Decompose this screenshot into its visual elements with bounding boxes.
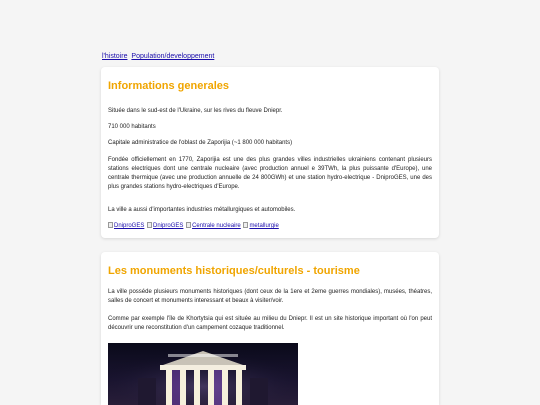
nav-link-histoire[interactable]: l'histoire xyxy=(102,53,128,60)
nav-link-population[interactable]: Population/developpement xyxy=(131,53,215,60)
image-links xyxy=(108,222,280,230)
broken-image-icon xyxy=(108,222,113,228)
paragraph-khortytsia: Comme par exemple l'île de Khortytsia qui est située au milieu du Dniepr. Il est un site historique important où l'on peut découvrir une reconstitution d'un campement cozaque traditionnel. xyxy=(108,316,432,331)
image-link-centrale-nucleaire[interactable] xyxy=(186,223,241,229)
paragraph-monuments: La ville posséde plusieurs monuments historiques (dont ceux de la 1ere et 2eme guerres mondiales), musées, théatres, salles de concert et monuments interessant et beaux à visiter/voir. xyxy=(108,289,432,304)
section-informations-generales xyxy=(101,67,439,238)
image-link-dniproges-1[interactable] xyxy=(108,223,144,229)
broken-image-icon xyxy=(243,222,248,228)
image-link-label: metallurgie xyxy=(249,223,279,229)
paragraph-industry: La ville a aussi d'importantes industries métallurgiques et automobiles. xyxy=(108,207,296,213)
section-title: Informations generales xyxy=(108,80,230,92)
image-link-metallurgie[interactable] xyxy=(243,223,278,229)
paragraph-capital: Capitale administratice de l'oblast de Zaporijia (~1 800 000 habitants) xyxy=(108,140,293,146)
paragraph-location: Située dans le sud-est de l'Ukraine, sur les rives du fleuve Dniepr. xyxy=(108,108,283,114)
paragraph-population: 710 000 habitants xyxy=(108,124,156,130)
broken-image-icon xyxy=(186,222,191,228)
image-link-label: DniproGES xyxy=(114,223,145,229)
section-title: Les monuments historiques/culturels - tourisme xyxy=(108,265,360,277)
section-monuments xyxy=(101,252,439,405)
image-link-dniproges-2[interactable] xyxy=(147,223,183,229)
image-link-label: Centrale nucleaire xyxy=(192,223,241,229)
image-link-label: DniproGES xyxy=(153,223,184,229)
top-navigation xyxy=(102,52,216,61)
broken-image-icon xyxy=(147,222,152,228)
monument-photo xyxy=(108,343,298,405)
monument-illustration xyxy=(108,343,298,405)
paragraph-history: Fondée officiellement en 1770, Zaporijia est une des plus grandes villes industrielles ukrainiens contenant plusieurs stations electriques dont une centrale nucleaire (avec production annuel e 39TWh, la plus puissante d'Europe), une centrale thermique (avec une production annuelle de 24 800GWh) et une station hydro-electrique - DniproGES, une des plus grandes stations hydro-electriques d'Europe. xyxy=(108,157,432,190)
